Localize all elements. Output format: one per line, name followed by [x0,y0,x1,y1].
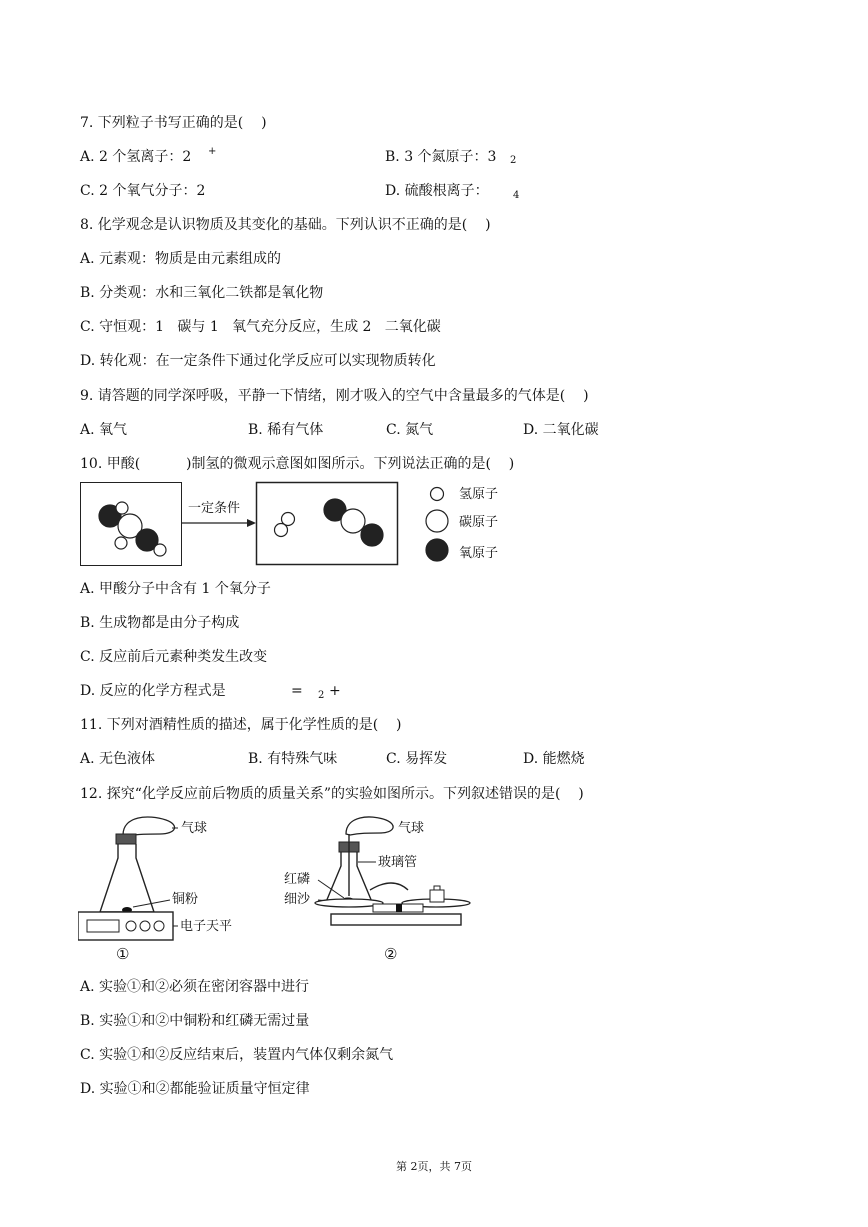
q8-option-a: A. 元素观：物质是由元素组成的 [80,251,282,267]
q11-option-d: D. 能燃烧 [523,751,585,767]
legend-carbon-marker [426,510,448,532]
q10-stem-end: )制氢的微观示意图如图所示。下列说法正确的是( ) [186,456,515,472]
fig2-tube-label: 玻璃管 [378,855,418,870]
q9-option-b: B. 稀有气体 [248,422,324,438]
q10-option-b: B. 生成物都是由分子构成 [80,615,240,631]
q10-diagram-svg [80,480,520,570]
q10-option-d-equals: = [291,683,303,699]
q10-option-c: C. 反应前后元素种类发生改变 [80,649,268,665]
fig1-balance-label: 电子天平 [180,919,233,934]
q12-option-c: C. 实验①和②反应结束后，装置内气体仅剩余氮气 [80,1047,394,1063]
product-box [257,483,398,565]
q7-option-a: A. 2 个氢离子：2 [80,149,192,165]
reactant-hydrogen-atom-1 [116,502,128,514]
q7-option-b: B. 3 个氮原子：3 [385,149,497,165]
q12-option-b: B. 实验①和②中铜粉和红磷无需过量 [80,1013,310,1029]
q10-option-d-sub: 2 [318,690,325,701]
q10-reaction-diagram [80,480,520,570]
q8-option-b: B. 分类观：水和三氧化二铁都是氧化物 [80,285,324,301]
reactant-hydrogen-atom-3 [154,544,166,556]
fig1-button-2 [140,921,150,931]
q12-experiment-figure [78,810,478,970]
fig1-balloon [123,817,175,836]
fig1-button-3 [154,921,164,931]
q9-option-d: D. 二氧化碳 [523,422,599,438]
q9-stem: 9. 请答题的同学深呼吸，平静一下情绪，刚才吸入的空气中含量最多的气体是( ) [80,388,589,404]
fig2-weight-knob [434,886,440,890]
q10-option-d: D. 反应的化学方程式是 [80,683,226,699]
q7-option-b-sub: 2 [510,155,517,166]
fig1-stopper [116,834,136,844]
q7-option-a-sup: + [208,146,217,157]
q10-stem-start: 10. 甲酸( [80,456,141,472]
fig2-balloon [346,817,393,835]
q11-option-c: C. 易挥发 [386,751,448,767]
reactant-hydrogen-atom-2 [115,537,127,549]
q11-stem: 11. 下列对酒精性质的描述，属于化学性质的是( ) [80,717,402,733]
q10-option-d-plus: + [329,683,341,699]
q8-stem: 8. 化学观念是认识物质及其变化的基础。下列认识不正确的是( ) [80,217,491,233]
fig1-flask [100,844,154,912]
fig2-weight [430,890,444,902]
fig2-balloon-label: 气球 [398,821,425,836]
fig1-number: ① [116,945,130,963]
q9-option-a: A. 氧气 [80,422,128,438]
fig1-button-1 [126,921,136,931]
q12-stem: 12. 探究“化学反应前后物质的质量关系”的实验如图所示。下列叙述错误的是( ) [80,786,584,802]
fig1-copper-label: 铜粉 [172,892,199,907]
legend-carbon-label: 碳原子 [459,515,499,530]
legend-hydrogen-marker [431,488,444,501]
product-hydrogen-atom-2 [275,524,288,537]
q9-option-c: C. 氮气 [386,422,434,438]
q7-stem: 7. 下列粒子书写正确的是( ) [80,115,267,131]
arrow-condition-label: 一定条件 [188,501,241,516]
legend-oxygen-label: 氧原子 [459,546,499,561]
q12-option-a: A. 实验①和②必须在密闭容器中进行 [80,979,310,995]
q7-option-c: C. 2 个氧气分子：2 [80,183,206,199]
fig2-phos-leader [318,880,344,898]
fig2-rider [396,904,402,912]
fig2-sand-label: 细沙 [284,892,311,907]
fig2-balance-beam [370,883,408,890]
fig2-number: ② [384,945,398,963]
fig2-phosphorus-label: 红磷 [284,872,311,887]
product-carbon-atom [341,509,365,533]
q8-option-d: D. 转化观：在一定条件下通过化学反应可以实现物质转化 [80,353,436,369]
q7-option-d-sub: 4 [513,190,520,201]
fig1-balance-display [87,920,119,932]
q7-option-d: D. 硫酸根离子： [385,183,489,199]
fig2-balance-base [331,914,461,925]
product-oxygen-atom-2 [361,524,383,546]
reaction-arrow-head [247,519,256,527]
q11-option-b: B. 有特殊气味 [248,751,338,767]
q12-option-d: D. 实验①和②都能验证质量守恒定律 [80,1081,310,1097]
fig1-balloon-label: 气球 [181,821,208,836]
q8-option-c: C. 守恒观：1 碳与 1 氧气充分反应，生成 2 二氧化碳 [80,319,441,335]
q10-option-a: A. 甲酸分子中含有 1 个氧分子 [80,581,271,597]
q11-option-a: A. 无色液体 [80,751,156,767]
legend-hydrogen-label: 氢原子 [459,487,499,502]
legend-oxygen-marker [426,539,448,561]
page-footer: 第 2页，共 7页 [396,1160,472,1173]
